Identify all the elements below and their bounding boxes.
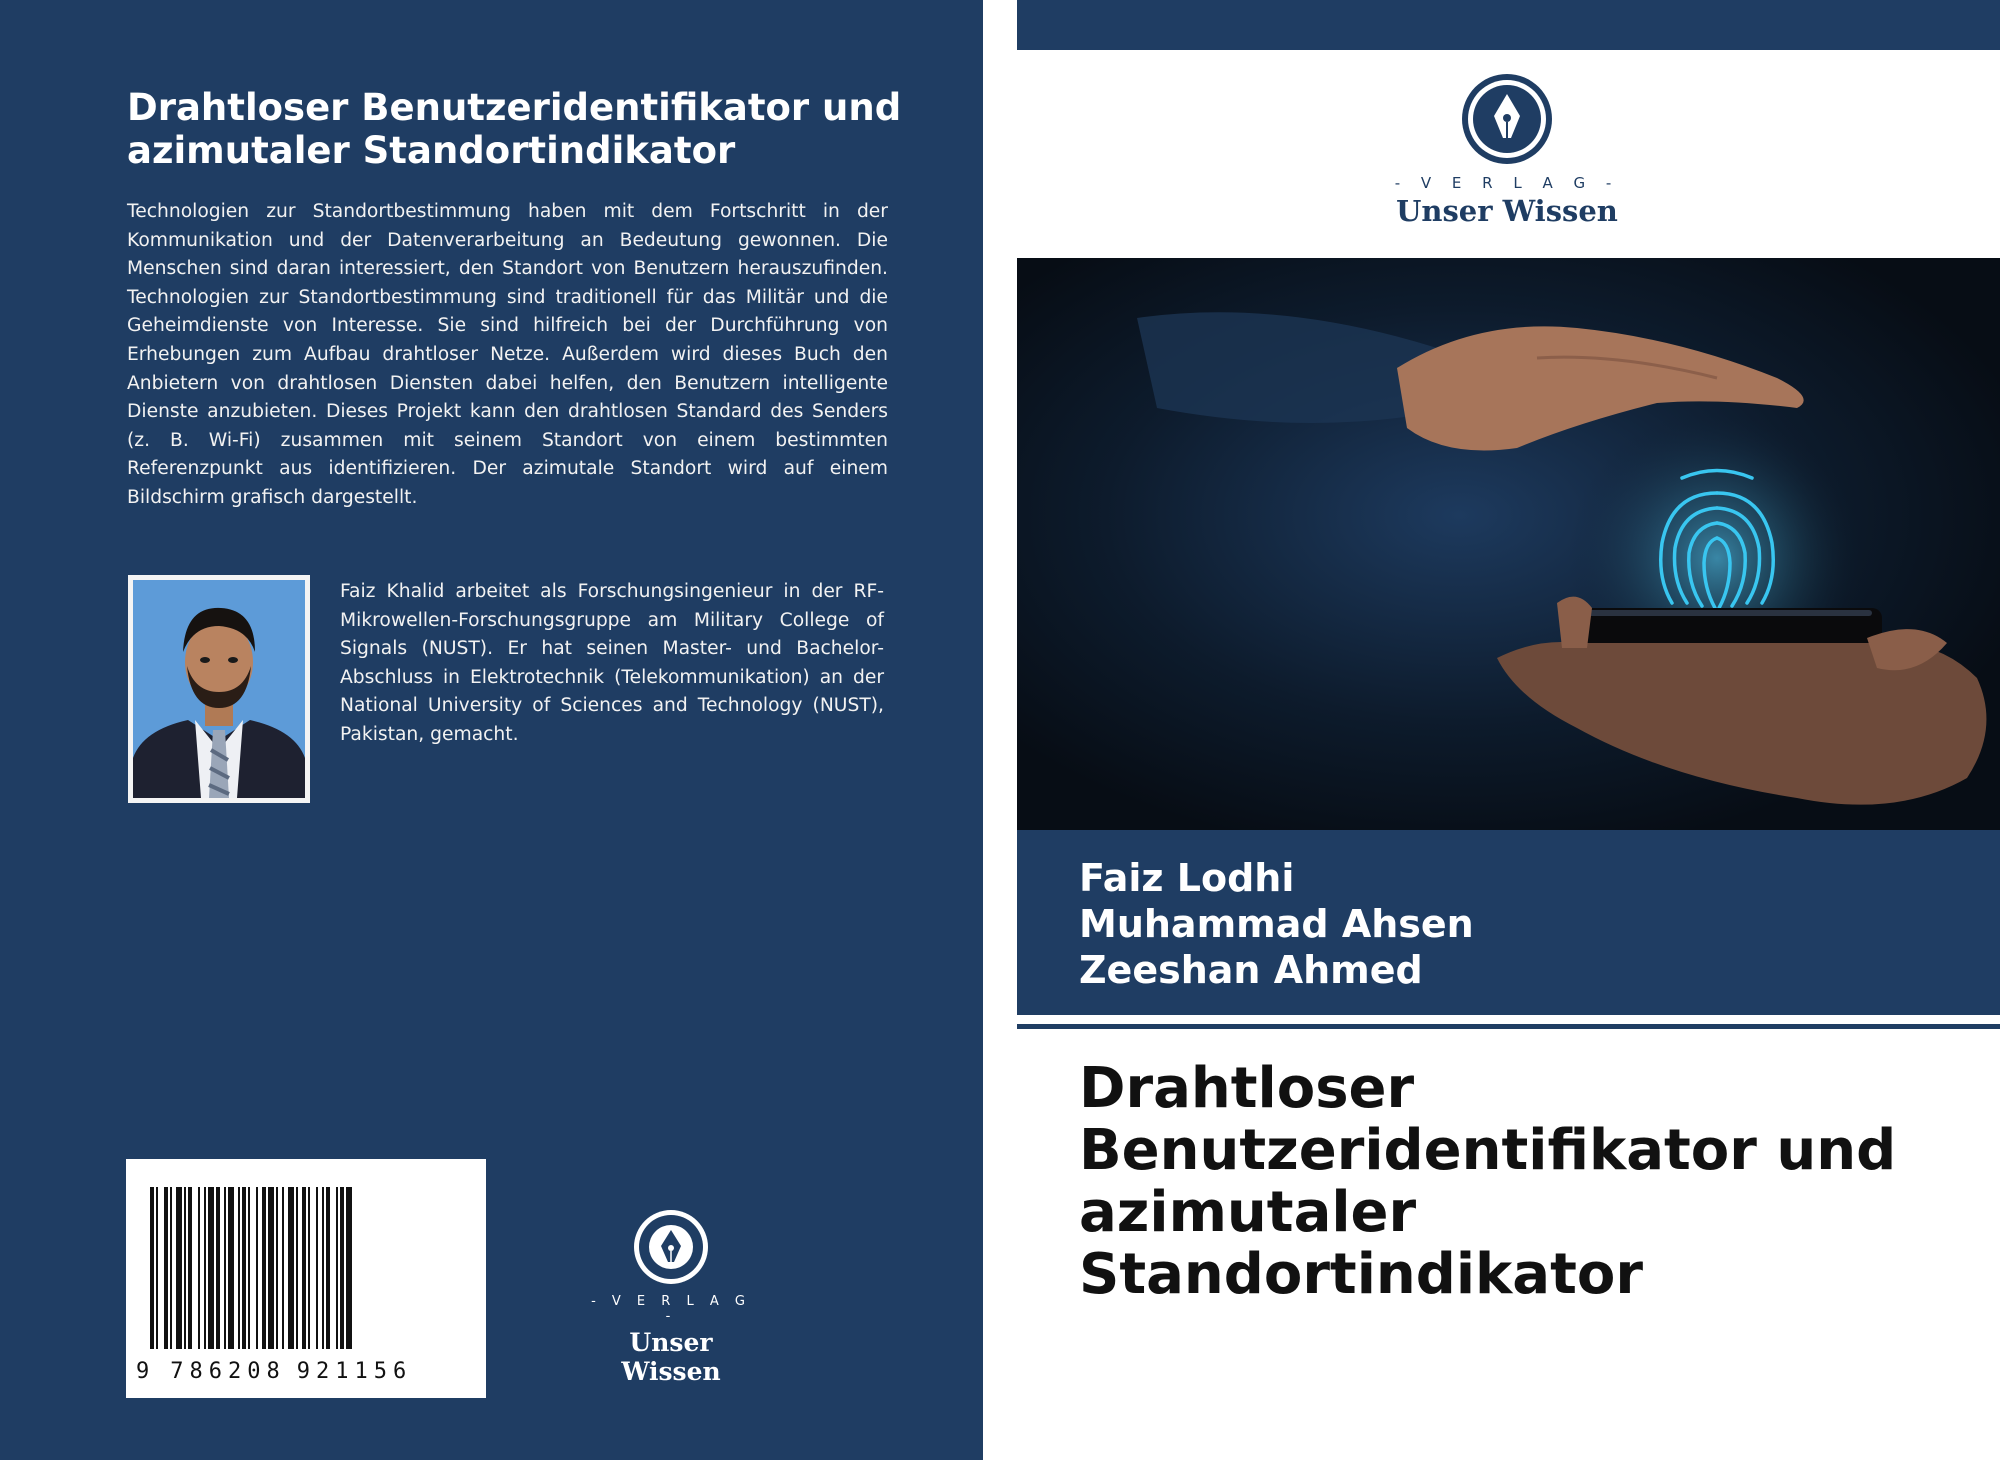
authors-band: [1017, 830, 2000, 1015]
barcode-digit: 2: [228, 1359, 243, 1384]
barcode-bar: [198, 1187, 200, 1349]
back-logo-brand: Unser Wissen: [621, 1328, 721, 1386]
barcode-bar: [176, 1187, 182, 1349]
front-cover-title: Drahtloser Benutzeridentifikator und azimutaler Standortindikator: [1079, 1056, 1897, 1307]
pen-nib-emblem-icon: [632, 1208, 710, 1286]
title-divider: [1017, 1024, 2000, 1029]
barcode-digit: 8: [266, 1359, 281, 1384]
barcode-bar: [326, 1187, 330, 1349]
front-logo-brand: Unser Wissen: [1396, 194, 1618, 228]
fingerprint-hands-image: [1017, 258, 2000, 830]
barcode-digit: 1: [354, 1359, 369, 1384]
barcode-bar: [184, 1187, 186, 1349]
barcode-bar: [282, 1187, 284, 1349]
back-publisher-logo: [585, 1208, 757, 1386]
barcode-digit: 5: [373, 1359, 388, 1384]
author-name: Faiz Lodhi: [1079, 856, 1295, 900]
front-publisher-logo: [1357, 72, 1657, 228]
back-cover-title: Drahtloser Benutzeridentifikator und azimutaler Standortindikator: [127, 86, 902, 172]
barcode-bar: [216, 1187, 220, 1349]
isbn-barcode: [126, 1159, 486, 1398]
barcode-digit: 1: [335, 1359, 350, 1384]
author-name: Zeeshan Ahmed: [1079, 948, 1423, 992]
barcode-digits: [136, 1359, 486, 1384]
barcode-bar: [242, 1187, 246, 1349]
barcode-bar: [268, 1187, 274, 1349]
barcode-bar: [224, 1187, 226, 1349]
author-photo: [128, 575, 310, 803]
barcode-digit: 7: [170, 1359, 185, 1384]
barcode-digit: 9: [136, 1359, 151, 1384]
barcode-bar: [262, 1187, 266, 1349]
spine: [983, 0, 1017, 1460]
cover-photo: [1017, 258, 2000, 830]
author-name: Muhammad Ahsen: [1079, 902, 1474, 946]
barcode-bar: [238, 1187, 240, 1349]
barcode-bar: [308, 1187, 310, 1349]
barcode-digit: 6: [208, 1359, 223, 1384]
barcode-digit: 8: [189, 1359, 204, 1384]
barcode-bar: [256, 1187, 258, 1349]
barcode-bar: [188, 1187, 192, 1349]
barcode-bar: [150, 1187, 154, 1349]
barcode-bar: [302, 1187, 306, 1349]
barcode-bar: [228, 1187, 234, 1349]
front-cover: [1017, 0, 2000, 1460]
author-portrait-image: [133, 580, 305, 798]
barcode-bar: [208, 1187, 214, 1349]
barcode-digit: 6: [393, 1359, 408, 1384]
back-cover-blurb: Technologien zur Standortbestimmung haben mit dem Fortschritt in der Kommunikation und der Datenverarbeitung an Bedeutung gewonnen. Die Menschen sind daran interessiert, den Standort von Benutzern herauszufinden. Technologien zur Standortbestimmung sind traditionell für das Militär und die Geheimdienste von Interesse. Sie sind hilfreich bei der Durchführung von Erhebungen zum Aufbau drahtloser Netze. Außerdem wird dieses Buch den Anbietern von drahtlosen Diensten dabei helfen, den Benutzern intelligente Dienste anzubieten. Dieses Projekt kann den drahtlosen Standard des Senders (z. B. Wi-Fi) zusammen mit seinem Standort von einem bestimmten Referenzpunkt aus identifizieren. Der azimutale Standort wird auf einem Bildschirm grafisch dargestellt.: [127, 201, 888, 508]
barcode-bar: [248, 1187, 250, 1349]
barcode-bar: [164, 1187, 168, 1349]
barcode-bar: [170, 1187, 172, 1349]
barcode-bar: [340, 1187, 344, 1349]
pen-nib-emblem-icon: [1460, 72, 1554, 166]
barcode-bar: [336, 1187, 338, 1349]
front-top-bar: [1017, 0, 2000, 50]
barcode-bar: [156, 1187, 158, 1349]
barcode-digit: 9: [296, 1359, 311, 1384]
back-cover: [0, 0, 983, 1460]
barcode-digit: 2: [316, 1359, 331, 1384]
barcode-bar: [288, 1187, 294, 1349]
author-bio: Faiz Khalid arbeitet als Forschungsingenieur in der RF-Mikrowellen-Forschungsgruppe am Military College of Signals (NUST). Er hat seinen Master- und Bachelor-Abschluss in Elektrotechnik (Telekommunikation) an der National University of Sciences and Technology (NUST), Pakistan, gemacht.: [340, 581, 884, 745]
barcode-bar: [276, 1187, 278, 1349]
barcode-bar: [204, 1187, 206, 1349]
front-logo-verlag: - V E R L A G -: [1394, 174, 1620, 192]
barcode-bar: [322, 1187, 324, 1349]
barcode-bar: [296, 1187, 298, 1349]
barcode-bars: [126, 1159, 486, 1359]
barcode-bar: [346, 1187, 352, 1349]
back-logo-verlag: - V E R L A G -: [591, 1294, 751, 1324]
barcode-bar: [316, 1187, 318, 1349]
barcode-digit: 0: [247, 1359, 262, 1384]
